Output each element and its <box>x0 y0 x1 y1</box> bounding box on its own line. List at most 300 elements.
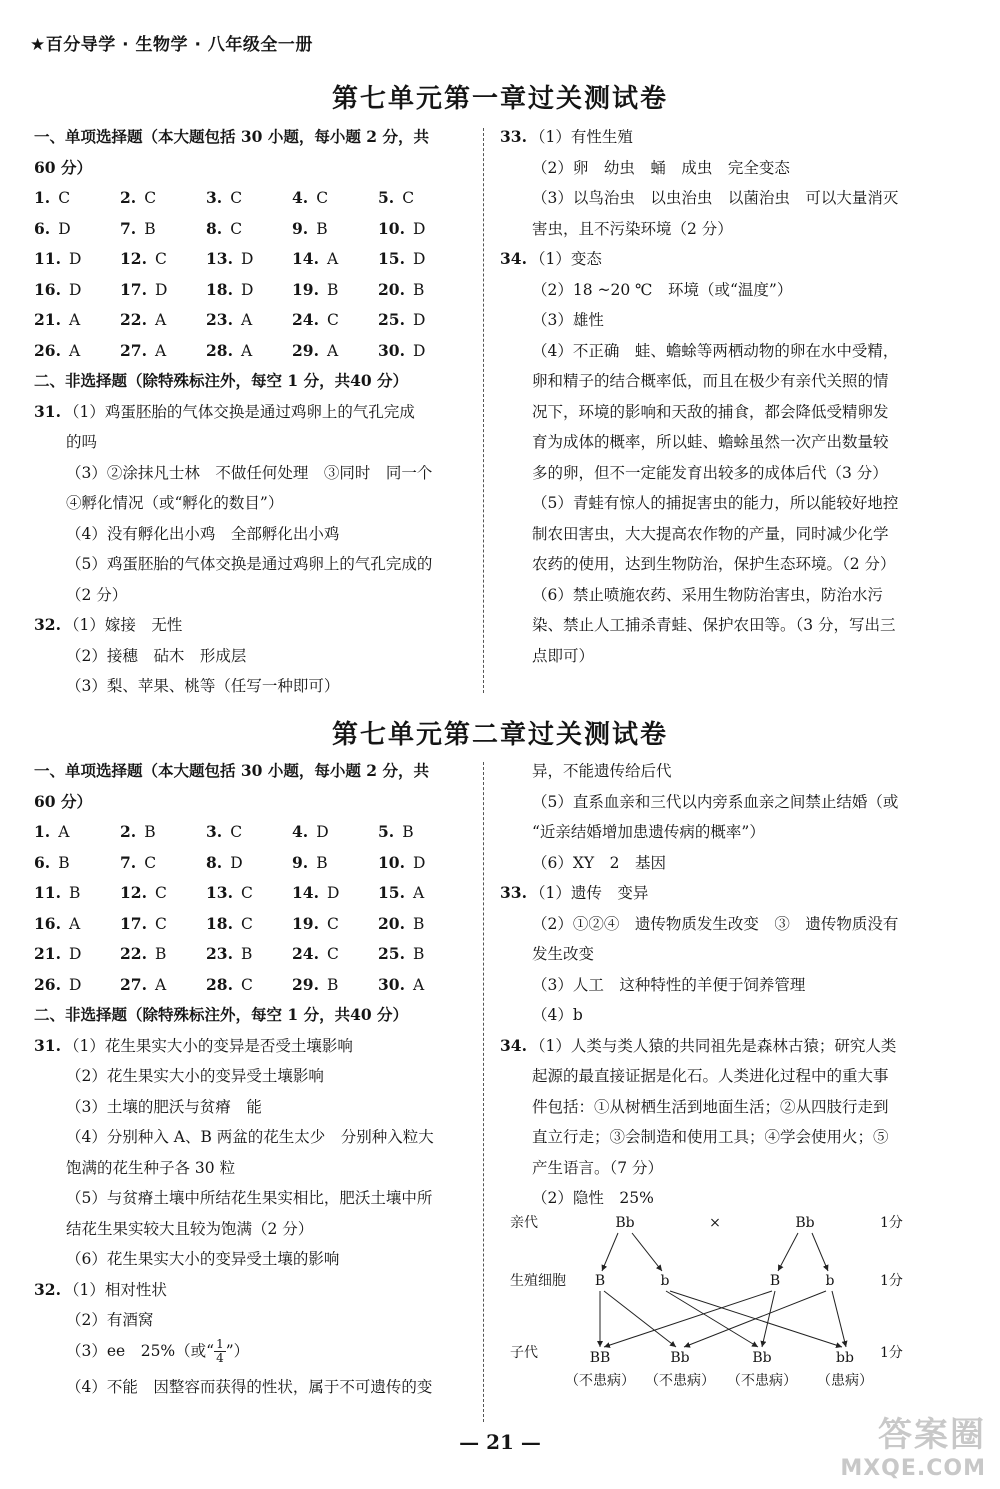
answer-number: 16. <box>34 913 61 933</box>
answer-number: 22. <box>120 310 147 329</box>
answer-choice: D <box>68 975 82 994</box>
question-number: 34. <box>500 1035 527 1055</box>
answer-choice: C <box>154 250 167 268</box>
answer-cell <box>206 939 292 970</box>
offspring-4-status: （患病） <box>817 1373 873 1389</box>
answer-choice: B <box>240 945 253 963</box>
answer-cell <box>34 183 120 214</box>
section2-title: 第七单元第二章过关测试卷 <box>331 720 668 750</box>
answer-text: （3）土壤的肥沃与贫瘠 能 <box>66 1097 262 1116</box>
answer-line <box>34 1092 474 1123</box>
answer-line <box>34 641 474 672</box>
section1-left-column <box>34 122 474 702</box>
answer-line <box>500 580 970 611</box>
score-gamete: 1分 <box>880 1273 903 1289</box>
answer-cell <box>34 336 120 367</box>
answer-text: 农药的使用，达到生物防治，保护生态环境。（2 分） <box>532 555 896 573</box>
answer-text: 异，不能遗传给后代 <box>532 762 672 780</box>
answer-cell <box>206 817 292 848</box>
gamete-3: B <box>769 1273 781 1289</box>
answer-text: （3）以鸟治虫 以虫治虫 以菌治虫 可以大量消灭 <box>532 189 899 207</box>
answer-text: 多的卵，但不一定能发育出较多的成体后代（3 分） <box>532 463 888 482</box>
answer-choice: A <box>326 341 339 360</box>
answer-line <box>34 1061 474 1092</box>
answer-line <box>34 458 474 489</box>
answer-line <box>34 580 474 611</box>
answer-cell <box>206 878 292 909</box>
answer-line <box>500 183 970 214</box>
answer-choice: D <box>412 250 426 268</box>
answer-choice: D <box>326 884 340 902</box>
answer-text: 产生语言。（7 分） <box>532 1158 664 1177</box>
question-text: （1）相对性状 <box>64 1280 167 1299</box>
answer-choice: C <box>154 914 167 933</box>
answer-line <box>34 1244 474 1275</box>
answer-text: （3）梨、苹果、桃等（任写一种即可） <box>66 677 340 695</box>
answer-number: 1. <box>34 188 51 207</box>
answer-line <box>500 939 970 970</box>
answer-number: 20. <box>378 913 405 933</box>
answer-number: 27. <box>120 340 147 360</box>
answer-choice: C <box>230 823 243 841</box>
answer-line <box>500 1031 970 1062</box>
answer-cell <box>206 970 292 1001</box>
answer-line <box>500 336 970 367</box>
answer-number: 26. <box>34 340 61 360</box>
answer-choice: D <box>68 945 82 963</box>
answer-number: 17. <box>120 279 147 299</box>
s1-part1-heading-cont: 60 分） <box>34 157 92 177</box>
answer-line <box>34 1275 474 1306</box>
answer-choice: C <box>326 914 339 933</box>
answer-text: 饱满的花生种子各 30 粒 <box>66 1158 236 1177</box>
answer-number: 18. <box>206 913 233 933</box>
parent-1-genotype: Bb <box>615 1215 635 1231</box>
answer-line <box>500 427 970 458</box>
answer-text: （3）雄性 <box>532 311 604 329</box>
answer-choice: A <box>326 250 339 268</box>
answer-line <box>500 909 970 940</box>
question-text: （1）人类与类人猿的共同祖先是森林古猿；研究人类 <box>530 1036 897 1055</box>
s2-part2-heading: 二、非选择题（除特殊标注外，每空 1 分，共40 分） <box>34 1005 409 1024</box>
answer-choice: C <box>230 219 243 238</box>
answer-line <box>500 1153 970 1184</box>
answer-choice: C <box>326 311 339 329</box>
gamete-4: b <box>825 1273 835 1289</box>
answer-cell <box>34 909 120 940</box>
answer-text: （2）①②④ 遗传物质发生改变 ③ 遗传物质没有 <box>532 914 899 933</box>
answer-number: 15. <box>378 883 405 902</box>
answer-cell <box>34 214 120 245</box>
answer-text: （2 分） <box>66 585 128 604</box>
watermark-line1: 答案圈 <box>878 1415 986 1455</box>
answer-number: 18. <box>206 279 233 299</box>
s2-part1-heading: 一、单项选择题（本大题包括 30 小题，每小题 2 分，共 <box>34 761 429 780</box>
answer-text: （2）花生果实大小的变异受土壤影响 <box>66 1067 324 1085</box>
section1-divider <box>483 128 484 693</box>
section2-divider <box>483 762 484 1422</box>
answer-number: 25. <box>378 944 405 963</box>
question-number: 31. <box>34 1035 61 1055</box>
answer-line <box>500 549 970 580</box>
answer-line <box>34 397 474 428</box>
answer-choice: D <box>230 853 243 872</box>
answer-line <box>34 671 474 702</box>
answer-cell <box>206 848 292 879</box>
answer-number: 16. <box>34 279 61 299</box>
answer-number: 28. <box>206 974 233 994</box>
answer-cell <box>120 183 206 214</box>
answer-choice: B <box>316 853 328 872</box>
answer-cell <box>292 336 378 367</box>
s1-part1-heading: 一、单项选择题（本大题包括 30 小题，每小题 2 分，共 <box>34 127 429 146</box>
answer-cell <box>292 305 378 336</box>
answer-line <box>500 848 970 879</box>
answer-text: （2）18 ~20 ℃ 环境（或“温度”） <box>532 280 793 299</box>
answer-number: 4. <box>292 822 309 841</box>
offspring-2-status: （不患病） <box>645 1373 715 1389</box>
answer-line <box>500 275 970 306</box>
answer-text: 结花生果实较大且较为饱满（2 分） <box>66 1219 314 1238</box>
answer-line <box>34 1372 474 1403</box>
answer-line <box>500 610 970 641</box>
answer-number: 30. <box>378 974 405 994</box>
answer-line <box>500 1122 970 1153</box>
s1-answer-grid <box>34 183 474 366</box>
answer-number: 5. <box>378 822 395 841</box>
offspring-1-status: （不患病） <box>565 1373 635 1389</box>
answer-line <box>34 427 474 458</box>
gamete-2: b <box>660 1273 670 1289</box>
answer-text: 直立行走；③会制造和使用工具；④学会使用火；⑤ <box>532 1128 889 1146</box>
answer-text: （4）不正确 蛙、蟾蜍等两栖动物的卵在水中受精， <box>532 341 899 360</box>
answer-cell <box>292 970 378 1001</box>
watermark-logo <box>840 1407 986 1481</box>
answer-line <box>34 1183 474 1214</box>
answer-number: 3. <box>206 822 223 841</box>
offspring-3: Bb <box>752 1350 772 1366</box>
answer-cell <box>34 939 120 970</box>
answer-choice: C <box>240 914 253 933</box>
answer-number: 14. <box>292 249 319 268</box>
answer-choice: D <box>316 823 329 841</box>
answer-choice: B <box>326 975 339 994</box>
answer-line <box>34 1031 474 1062</box>
answer-text: （4）没有孵化出小鸡 全部孵化出小鸡 <box>66 524 340 543</box>
answer-cell <box>34 244 120 275</box>
answer-line <box>500 878 970 909</box>
answer-cell <box>206 214 292 245</box>
question-text: （1）花生果实大小的变异是否受土壤影响 <box>64 1036 353 1055</box>
answer-line <box>34 1122 474 1153</box>
answer-cell <box>292 909 378 940</box>
answer-number: 22. <box>120 944 147 963</box>
gamete-1: B <box>594 1273 606 1289</box>
answer-cell <box>120 214 206 245</box>
s2-answer-grid <box>34 817 474 1000</box>
answer-choice: B <box>412 914 425 933</box>
answer-text: （3）ee 25%（或“ <box>66 1341 215 1360</box>
answer-line <box>34 519 474 550</box>
answer-text: （5）鸡蛋胚胎的气体交换是通过鸡卵上的气孔完成的 <box>66 555 433 573</box>
answer-cell <box>34 970 120 1001</box>
answer-cell <box>34 848 120 879</box>
cross-label-parent: 亲代 <box>510 1215 538 1231</box>
answer-number: 24. <box>292 310 319 329</box>
answer-cell <box>206 909 292 940</box>
answer-choice: A <box>412 975 425 994</box>
answer-text: （5）青蛙有惊人的捕捉害虫的能力，所以能较好地控 <box>532 494 899 512</box>
offspring-1: BB <box>589 1350 611 1366</box>
answer-number: 30. <box>378 340 405 360</box>
answer-line <box>500 214 970 245</box>
answer-choice: D <box>412 853 426 872</box>
answer-cell <box>120 970 206 1001</box>
answer-line <box>500 122 970 153</box>
answer-text: 染、禁止人工捕杀青蛙、保护农田等。（3 分，写出三 <box>532 616 896 634</box>
answer-number: 1. <box>34 822 51 841</box>
answer-choice: B <box>144 823 156 841</box>
question-number: 31. <box>34 401 61 421</box>
answer-choice: D <box>68 250 82 268</box>
question-text: （1）有性生殖 <box>530 128 633 146</box>
page-number: — 21 — <box>459 1430 541 1454</box>
answer-cell <box>378 970 464 1001</box>
answer-cell <box>378 848 464 879</box>
watermark-line2: MXQE.COM <box>840 1456 986 1481</box>
answer-line <box>500 488 970 519</box>
answer-text: （2）卵 幼虫 蛹 成虫 完全变态 <box>532 158 790 177</box>
answer-choice: D <box>240 250 254 268</box>
answer-choice: A <box>154 975 167 994</box>
answer-choice: C <box>154 884 167 902</box>
answer-line <box>500 1000 970 1031</box>
answer-choice: C <box>240 884 253 902</box>
answer-line <box>500 1061 970 1092</box>
answer-cell <box>120 336 206 367</box>
answer-cell <box>120 275 206 306</box>
answer-choice: D <box>154 280 168 299</box>
answer-cell <box>34 817 120 848</box>
answer-number: 12. <box>120 883 147 902</box>
answer-line <box>500 366 970 397</box>
answer-cell <box>120 909 206 940</box>
offspring-4: bb <box>836 1350 854 1366</box>
answer-text: （4）b <box>532 1006 583 1024</box>
answer-text: （4）分别种入 A、B 两盆的花生太少 分别种入粒大 <box>66 1128 434 1146</box>
answer-number: 9. <box>292 218 309 238</box>
cross-arrows <box>600 1233 846 1347</box>
answer-choice: C <box>230 189 243 207</box>
genetic-cross-diagram <box>500 1205 940 1405</box>
answer-number: 23. <box>206 310 233 329</box>
answer-line <box>500 153 970 184</box>
answer-cell <box>206 336 292 367</box>
answer-line <box>500 305 970 336</box>
answer-choice: D <box>68 280 82 299</box>
answer-number: 11. <box>34 883 61 902</box>
answer-cell <box>292 275 378 306</box>
answer-line <box>500 787 970 818</box>
answer-number: 20. <box>378 279 405 299</box>
answer-line <box>500 1092 970 1123</box>
answer-choice: A <box>154 341 167 360</box>
answer-number: 7. <box>120 852 137 872</box>
answer-number: 2. <box>120 822 137 841</box>
answer-cell <box>292 183 378 214</box>
answer-number: 7. <box>120 218 137 238</box>
answer-choice: B <box>154 945 167 963</box>
answer-line <box>500 519 970 550</box>
answer-cell <box>292 817 378 848</box>
answer-text: 的吗 <box>66 433 98 451</box>
answer-text: 育为成体的概率，所以蛙、蟾蜍虽然一次产出数量较 <box>532 433 889 451</box>
answer-choice: C <box>240 975 253 994</box>
answer-choice: B <box>402 823 414 841</box>
fraction-numerator: 1 <box>216 1337 224 1351</box>
answer-text: 起源的最直接证据是化石。人类进化过程中的重大事 <box>532 1067 889 1085</box>
answer-number: 15. <box>378 249 405 268</box>
answer-cell <box>292 214 378 245</box>
section2-right-column <box>500 756 970 1214</box>
question-text: （1）变态 <box>530 250 602 268</box>
answer-line <box>500 817 970 848</box>
answer-choice: B <box>144 219 156 238</box>
answer-text: 况下，环境的影响和天敌的捕食，都会降低受精卵发 <box>532 402 889 421</box>
cross-symbol: × <box>709 1215 721 1231</box>
answer-number: 2. <box>120 188 137 207</box>
answer-choice: C <box>326 945 339 963</box>
fraction-tail: ”） <box>225 1341 250 1360</box>
answer-number: 25. <box>378 310 405 329</box>
answer-number: 19. <box>292 913 319 933</box>
cross-label-gamete: 生殖细胞 <box>510 1273 566 1289</box>
answer-text: 害虫，且不污染环境（2 分） <box>532 219 733 238</box>
answer-cell <box>378 336 464 367</box>
answer-line <box>34 1153 474 1184</box>
fraction-denominator: 4 <box>216 1351 224 1365</box>
answer-text: 件包括：①从树栖生活到地面生活；②从四肢行走到 <box>532 1097 889 1116</box>
answer-text: （6）禁止喷施农药、采用生物防治害虫，防治水污 <box>532 585 883 604</box>
answer-choice: D <box>412 311 426 329</box>
answer-number: 24. <box>292 944 319 963</box>
answer-cell <box>292 244 378 275</box>
answer-line <box>500 641 970 672</box>
answer-number: 10. <box>378 218 405 238</box>
answer-cell <box>120 939 206 970</box>
answer-number: 29. <box>292 340 319 360</box>
question-number: 33. <box>500 127 527 146</box>
answer-number: 14. <box>292 883 319 902</box>
answer-text: “近亲结婚增加患遗传病的概率”） <box>532 823 765 841</box>
answer-choice: D <box>240 280 254 299</box>
question-number: 34. <box>500 249 527 268</box>
answer-text: （6）花生果实大小的变异受土壤的影响 <box>66 1250 340 1268</box>
answer-cell <box>34 275 120 306</box>
answer-line <box>34 1336 474 1372</box>
answer-choice: C <box>144 189 157 207</box>
answer-choice: D <box>58 219 71 238</box>
answer-cell <box>378 817 464 848</box>
answer-number: 8. <box>206 852 223 872</box>
answer-line <box>34 610 474 641</box>
score-parent: 1分 <box>880 1215 903 1231</box>
answer-choice: C <box>58 189 71 207</box>
answer-number: 29. <box>292 974 319 994</box>
answer-cell <box>120 848 206 879</box>
answer-text: （5）直系血亲和三代以内旁系血亲之间禁止结婚（或 <box>532 792 899 811</box>
s1-part2-heading: 二、非选择题（除特殊标注外，每空 1 分，共40 分） <box>34 371 409 390</box>
answer-line <box>34 549 474 580</box>
s1-left-answers <box>34 397 474 702</box>
answer-cell <box>378 275 464 306</box>
score-offspring: 1分 <box>880 1345 903 1361</box>
answer-choice: A <box>58 823 70 841</box>
answer-number: 23. <box>206 944 233 963</box>
answer-cell <box>292 848 378 879</box>
answer-number: 9. <box>292 852 309 872</box>
answer-number: 10. <box>378 852 405 872</box>
question-number: 33. <box>500 883 527 902</box>
answer-choice: B <box>326 280 339 299</box>
section1-right-column <box>500 122 970 671</box>
answer-choice: A <box>154 311 167 329</box>
fraction-one-quarter <box>214 1338 226 1365</box>
answer-cell <box>120 305 206 336</box>
answer-number: 6. <box>34 852 51 872</box>
answer-cell <box>120 244 206 275</box>
answer-text: （2）接穗 砧木 形成层 <box>66 646 247 665</box>
offspring-3-status: （不患病） <box>727 1373 797 1389</box>
answer-number: 4. <box>292 188 309 207</box>
answer-number: 5. <box>378 188 395 207</box>
answer-cell <box>378 183 464 214</box>
answer-cell <box>206 244 292 275</box>
s2-part1-heading-cont: 60 分） <box>34 791 92 811</box>
answer-text: ④孵化情况（或“孵化的数目”） <box>66 494 284 512</box>
answer-text: （6）XY 2 基因 <box>532 853 666 872</box>
answer-number: 6. <box>34 218 51 238</box>
answer-text: 发生改变 <box>532 945 595 963</box>
answer-text: 卵和精子的结合概率低，而且在极少有亲代关照的情 <box>532 372 889 390</box>
answer-number: 26. <box>34 974 61 994</box>
answer-line <box>34 1305 474 1336</box>
answer-cell <box>120 817 206 848</box>
answer-line <box>500 970 970 1001</box>
answer-line <box>500 458 970 489</box>
answer-choice: A <box>68 311 81 329</box>
answer-text: （2）有酒窝 <box>66 1311 154 1329</box>
question-text: （1）嫁接 无性 <box>64 616 183 634</box>
answer-cell <box>378 909 464 940</box>
answer-number: 8. <box>206 218 223 238</box>
answer-text: （3）人工 这种特性的羊便于饲养管理 <box>532 975 806 994</box>
answer-number: 28. <box>206 340 233 360</box>
answer-number: 11. <box>34 249 61 268</box>
answer-number: 13. <box>206 883 233 902</box>
answer-cell <box>206 183 292 214</box>
answer-line <box>34 1214 474 1245</box>
answer-number: 12. <box>120 249 147 268</box>
answer-cell <box>206 275 292 306</box>
answer-text: 制农田害虫，大大提高农作物的产量，同时减少化学 <box>532 524 889 543</box>
answer-choice: D <box>412 341 426 360</box>
answer-choice: C <box>316 189 329 207</box>
answer-choice: B <box>412 280 425 299</box>
answer-choice: A <box>68 341 81 360</box>
answer-cell <box>34 305 120 336</box>
answer-text: （4）不能 因整容而获得的性状，属于不可遗传的变 <box>66 1377 433 1396</box>
